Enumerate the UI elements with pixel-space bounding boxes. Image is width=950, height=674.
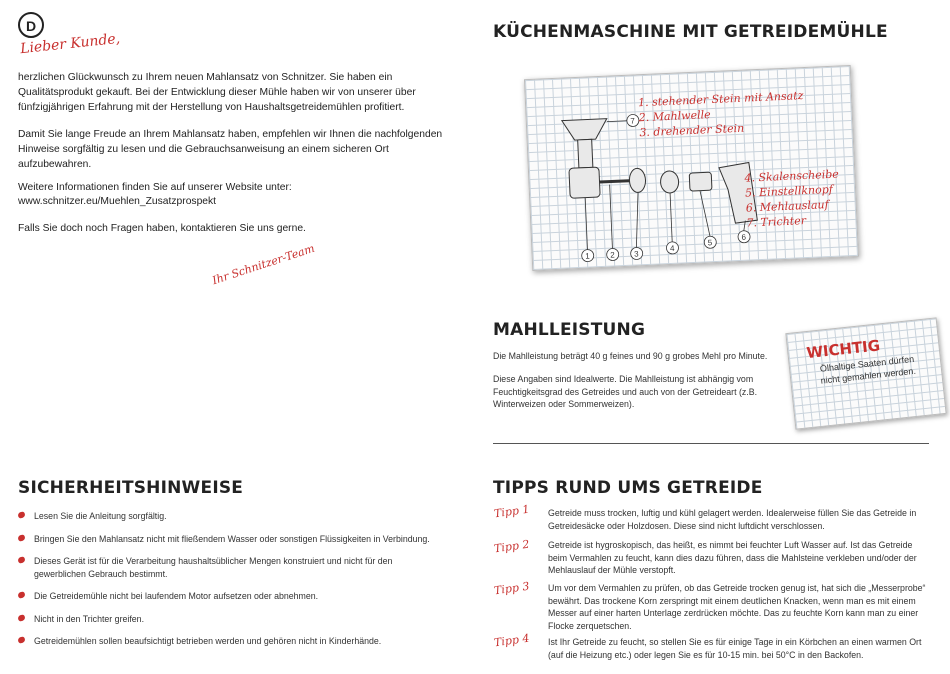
language-badge: D xyxy=(18,12,44,38)
tipps-heading: TIPPS RUND UMS GETREIDE xyxy=(493,478,763,498)
label-2: 2 xyxy=(610,250,615,260)
label-3: 3 xyxy=(634,249,639,259)
safety-item: Bringen Sie den Mahlansatz nicht mit fließendem Wasser oder sonstigen Flüssigkeiten in Verbindung. xyxy=(18,533,438,546)
tip-label-2: Tipp 2 xyxy=(493,537,531,556)
tip-label-4: Tipp 4 xyxy=(493,631,531,650)
bullet-icon xyxy=(17,533,26,541)
label-7: 7 xyxy=(630,116,636,126)
tip-label-1: Tipp 1 xyxy=(493,502,531,521)
parts-list-b: 4. Skalenscheibe 5. Einstellknopf 6. Mehlauslauf 7. Trichter xyxy=(744,167,840,230)
label-5: 5 xyxy=(707,238,713,248)
advice-paragraph: Damit Sie lange Freude an Ihrem Mahlansatz haben, empfehlen wir Ihnen die nachfolgenden Hinweise sorgfältig zu lesen und die Gebrauchsanweisung an einem sicheren Ort aufzubewahren. xyxy=(18,129,443,170)
bullet-icon xyxy=(17,556,26,564)
wichtig-title: WICHTIG xyxy=(805,336,881,363)
scale-disc xyxy=(660,171,679,194)
signature: Ihr Schnitzer-Team xyxy=(210,241,317,288)
tip-text-3: Um vor dem Vermahlen zu prüfen, ob das Getreide trocken genug ist, hat sich die „Messerprobe“ bewährt. Das trockene Korn zerspringt mit einem deutlichen Knacken, wenn man es mit einem Messer auf einer harten Unterlage zerdrücken möchte. Das zu feuchte Korn kann man zu einer Flocke zerquetschen. xyxy=(548,583,926,631)
tip-text-4: Ist Ihr Getreide zu feucht, so stellen Sie es für einige Tage in ein Körbchen an einen warmen Ort (auf die Heizung etc.) oder legen Sie es für 10-15 min. bei 50°C in den Backofen. xyxy=(548,637,922,660)
mahlleistung-p1: Die Mahlleistung beträgt 40 g feines und 90 g grobes Mehl pro Minute. xyxy=(493,351,768,361)
safety-heading: SICHERHEITSHINWEISE xyxy=(18,478,244,498)
more-info-text: Weitere Informationen finden Sie auf unserer Website unter: xyxy=(18,182,292,193)
safety-item: Nicht in den Trichter greifen. xyxy=(18,613,438,626)
parts-list-a: 1. stehender Stein mit Ansatz 2. Mahlwelle 3. drehender Stein xyxy=(637,89,804,140)
mahlleistung-p2: Diese Angaben sind Idealwerte. Die Mahlleistung ist abhängig vom Feuchtigkeitsgrad des Getreides und auch von der Getreideart (z.B. Winterweizen oder Sommerweizen). xyxy=(493,374,758,409)
hopper-shape xyxy=(562,119,608,141)
safety-item: Getreidemühlen sollen beaufsichtigt betrieben werden und gehören nicht in Kinderhände. xyxy=(18,635,438,648)
intro-paragraph: herzlichen Glückwunsch zu Ihrem neuen Mahlansatz von Schnitzer. Sie haben ein Qualitätsprodukt gekauft. Bei der Entwicklung dieser Mühle haben wir von unserer über fünfzigjährigen Erfahrung mit der Herstellung von Haushaltsgetreidemühlen profitiert. xyxy=(18,72,416,113)
parts-notepad xyxy=(524,65,859,271)
tip-text-1: Getreide muss trocken, luftig und kühl gelagert werden. Idealerweise füllen Sie das Getreide in Getreidesäcke oder Holzdosen. Diese sind nicht luftdicht verschlossen. xyxy=(548,508,917,531)
bullet-icon xyxy=(17,636,26,644)
label-1: 1 xyxy=(585,251,590,261)
bullet-icon xyxy=(17,511,26,519)
stone-with-attachment xyxy=(569,167,600,198)
rotating-stone xyxy=(629,168,646,193)
adjust-knob xyxy=(689,172,712,191)
safety-item: Lesen Sie die Anleitung sorgfältig. xyxy=(18,510,438,523)
website-link[interactable]: www.schnitzer.eu/Muehlen_Zusatzprospekt xyxy=(18,196,217,207)
bullet-icon xyxy=(17,613,26,621)
safety-item: Die Getreidemühle nicht bei laufendem Motor aufsetzen oder abnehmen. xyxy=(18,590,438,603)
wichtig-note xyxy=(785,317,946,429)
machine-heading: KÜCHENMASCHINE MIT GETREIDEMÜHLE xyxy=(493,22,888,42)
bullet-icon xyxy=(17,591,26,599)
hopper-neck xyxy=(578,139,593,168)
shaft xyxy=(600,181,630,182)
tip-label-3: Tipp 3 xyxy=(493,579,531,598)
questions-text: Falls Sie doch noch Fragen haben, kontaktieren Sie uns gerne. xyxy=(18,223,306,234)
greeting: Lieber Kunde, xyxy=(19,30,121,58)
label-4: 4 xyxy=(669,243,675,254)
mahlleistung-heading: MAHLLEISTUNG xyxy=(493,320,646,340)
label-6: 6 xyxy=(741,232,747,242)
section-divider xyxy=(493,443,929,444)
tip-text-2: Getreide ist hygroskopisch, das heißt, es nimmt bei feuchter Luft Wasser auf. Ist das Getreide beim Vermahlen zu feucht, kann dies dazu führen, dass die Mahlsteine verkleben und/oder der Mehlauslauf der Mühle verstopft. xyxy=(548,540,917,575)
wichtig-text: Ölhaltige Saaten dürfen nicht gemahlen werden. xyxy=(819,353,917,386)
safety-list xyxy=(18,510,438,658)
safety-item: Dieses Gerät ist für die Verarbeitung haushaltsüblicher Mengen konstruiert und nicht für den gewerblichen Gebrauch bestimmt. xyxy=(18,555,438,580)
